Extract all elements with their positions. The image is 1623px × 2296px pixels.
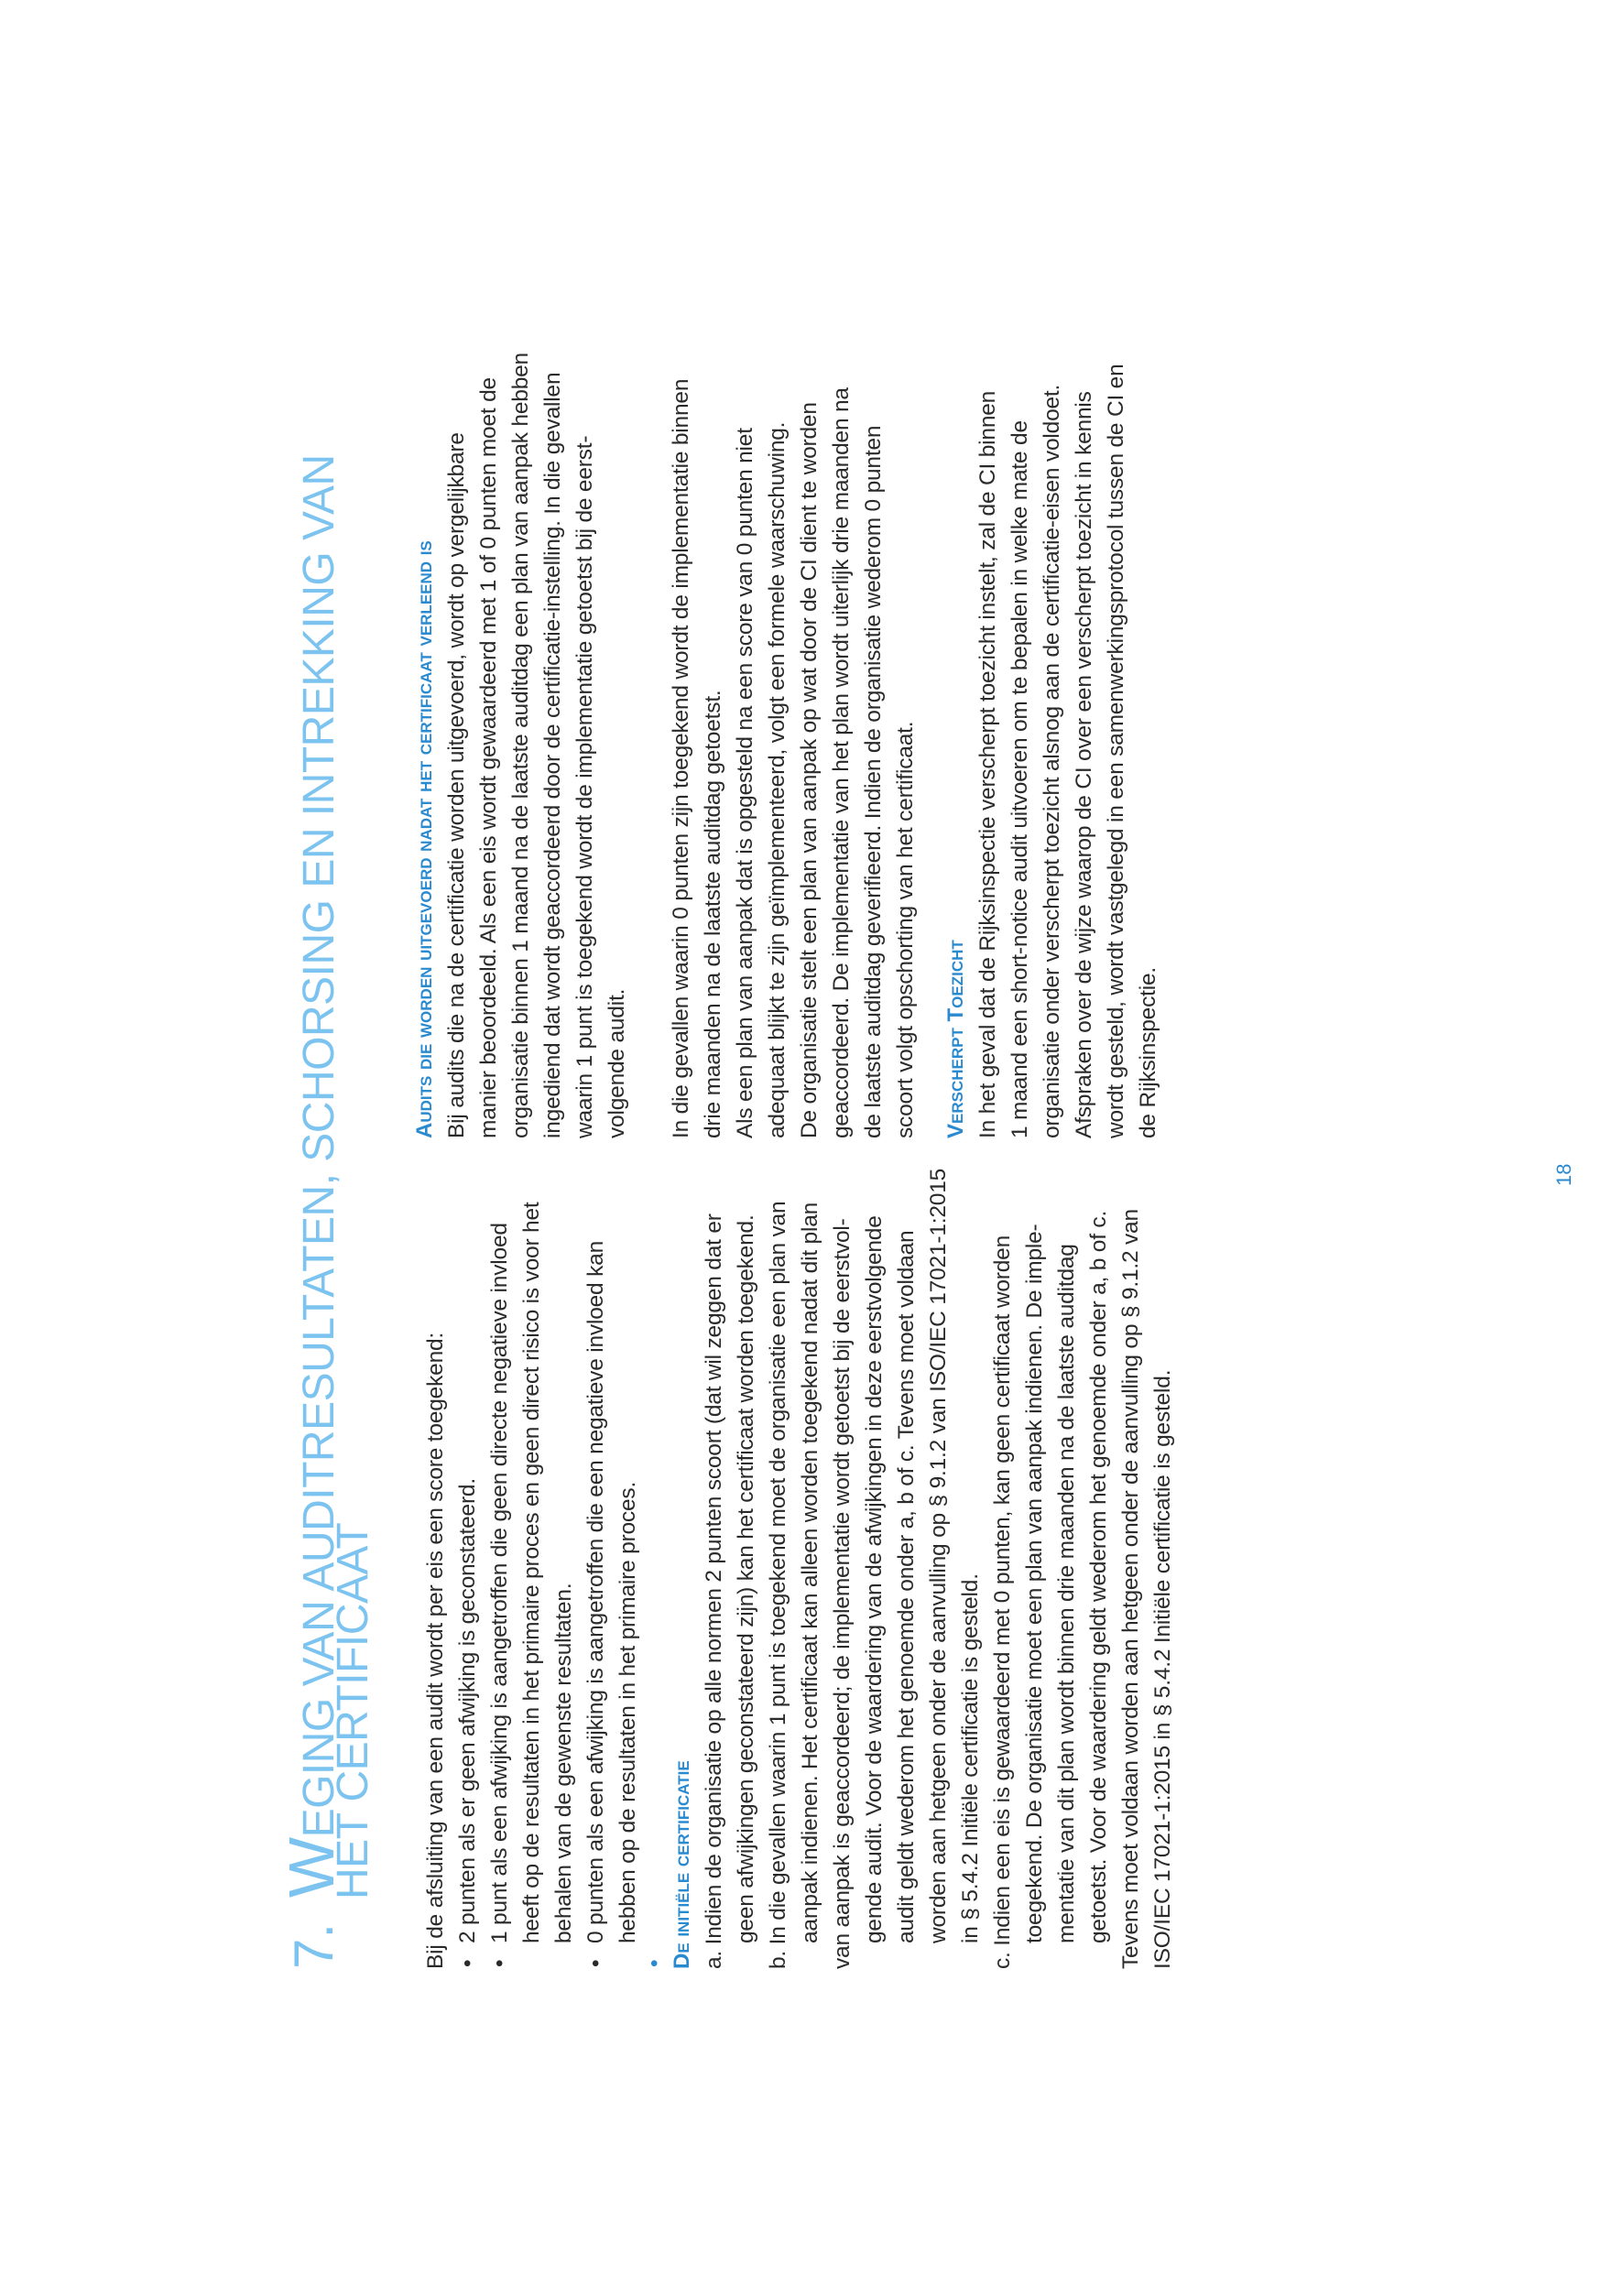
list-item-c-line: c. Indien een eis is gewaardeerd met 0 punten, kan geen certificaat worden <box>990 1235 1015 1969</box>
section-heading-audits-na-certificaat: Audits die worden uitgevoerd nadat het certificaat verleend is <box>412 540 437 1138</box>
left-column <box>419 1169 1179 1969</box>
paragraph-line: organisatie onder verscherpt toezicht alsnog aan de certificatie-eisen voldoet. <box>1040 384 1064 1138</box>
paragraph-line: de laatste auditdag geverifieerd. Indien de organisatie wederom 0 punten <box>861 425 886 1138</box>
intro-text: Bij de afsluiting van een audit wordt per eis een score toegekend: <box>423 1332 448 1969</box>
list-item-c-line: getoetst. Voor de waardering geldt wederom het genoemde onder a, b of c. <box>1086 1210 1111 1943</box>
paragraph-line: In die gevallen waarin 0 punten zijn toegekend wordt de implementatie binnen <box>669 378 693 1138</box>
bullet-icon: • <box>455 1959 480 1967</box>
list-item-a-line: geen afwijkingen geconstateerd zijn) kan het certificaat worden toegekend. <box>734 1214 758 1943</box>
list-item-b-line: in § 5.4.2 Initiële certificatie is gesteld. <box>958 1573 983 1943</box>
paragraph-line: de Rijksinspectie. <box>1136 966 1160 1138</box>
paragraph-line: ingediend dat wordt geaccordeerd door de certificatie-instelling. In die gevallen <box>540 372 565 1138</box>
bullet-item-line: behalen van de gewenste resultaten. <box>551 1583 576 1943</box>
list-item-c-line: mentatie van dit plan wordt binnen drie maanden na de laatste auditdag <box>1054 1244 1079 1943</box>
paragraph-line: Bij audits die na de certificatie worden uitgevoerd, wordt op vergelijkbare <box>444 432 469 1138</box>
paragraph-line: Afspraken over de wijze waarop de CI over een verscherpt toezicht in kennis <box>1072 391 1096 1138</box>
paragraph-line: manier beoordeeld. Als een eis wordt gewaardeerd met 1 of 0 punten moet de <box>476 377 501 1138</box>
list-item-c-line: toegekend. De organisatie moet een plan van aanpak indienen. De imple- <box>1022 1224 1047 1943</box>
page-number: 18 <box>1552 1163 1575 1186</box>
section-heading-verscherpt-toezicht: Verscherpt Toezicht <box>943 940 968 1138</box>
list-item-b-line: aanpak indienen. Het certificaat kan alleen worden toegekend nadat dit plan <box>798 1202 822 1943</box>
paragraph-line: wordt gesteld, wordt vastgelegd in een samenwerkingsprotocol tussen de CI en <box>1104 364 1128 1138</box>
paragraph-1 <box>441 353 633 1138</box>
list-item-b-line: gende audit. Voor de waardering van de afwijkingen in deze eerstvolgende <box>862 1215 887 1943</box>
paragraph-line: organisatie binnen 1 maand na de laatste auditdag een plan van aanpak hebben <box>508 353 533 1138</box>
paragraph-line: In het geval dat de Rijksinspectie verscherpt toezicht instelt, zal de CI binnen <box>975 390 1000 1138</box>
chapter-number: 7. <box>283 1922 344 1969</box>
list-item-a-line: a. Indien de organisatie op alle normen 2 punten scoort (dat wil zeggen dat er <box>702 1213 726 1969</box>
score-bullet-list <box>452 1169 644 1969</box>
section-heading-initiele-certificatie: De initiële certificatie <box>670 1760 694 1969</box>
paragraph-line: drie maanden na de laatste auditdag getoetst. <box>701 690 725 1138</box>
certification-item-list <box>698 1169 1179 1969</box>
right-column <box>408 353 1164 1138</box>
paragraph-3 <box>972 353 1164 1138</box>
bullet-item-line: • 2 punten als er geen afwijking is geconstateerd. <box>452 1169 484 1969</box>
list-item-b-line: van aanpak is geaccordeerd; de implementatie wordt getoetst bij de eerstvol- <box>830 1218 855 1969</box>
list-item-c-line: Tevens moet voldaan worden aan hetgeen onder de aanvulling op § 9.1.2 van <box>1118 1209 1143 1969</box>
paragraph-line: Als een plan van aanpak dat is opgesteld na een score van 0 punten niet <box>733 428 757 1138</box>
bullet-item-line: heeft op de resultaten in het primaire proces en geen direct risico is voor het <box>519 1202 544 1943</box>
paragraph-line: geaccordeerd. De implementatie van het plan wordt uiterlijk drie maanden na <box>829 387 854 1138</box>
title-initial: W <box>276 1837 347 1898</box>
paragraph-line: volgende audit. <box>605 988 629 1138</box>
paragraph-2 <box>665 353 921 1138</box>
list-item-b-line: audit geldt wederom het genoemde onder a, b of c. Tevens moet voldaan <box>894 1230 919 1943</box>
bullet-item-line: • 0 punten als een afwijking is aangetroffen die een negatieve invloed kan <box>580 1169 612 1969</box>
bullet-item-line: hebben op de resultaten in het primaire proces. <box>615 1481 640 1943</box>
list-item-c-line: ISO/IEC 17021-1:2015 in § 5.4.2 Initiële certificatie is gesteld. <box>1150 1369 1175 1969</box>
paragraph-line: scoort volgt opschorting van het certificaat. <box>893 721 918 1138</box>
list-item-b-line: b. In die gevallen waarin 1 punt is toegekend moet de organisatie een plan van <box>766 1201 790 1969</box>
bullet-icon: • <box>583 1959 608 1967</box>
paragraph-line: adequaat blijkt te zijn geïmplementeerd, volgt een formele waarschuwing. <box>765 421 790 1138</box>
paragraph-line: waarin 1 punt is toegekend wordt de implementatie getoetst bij de eerst- <box>572 435 597 1138</box>
empty-bullet: • <box>642 1959 667 1967</box>
title-line-2: HET CERTIFICAAT <box>329 1522 377 1899</box>
title-line-1-text: EGING VAN AUDITRESULTATEN, SCHORSING EN INTREKKING VAN <box>295 454 343 1838</box>
paragraph-line: 1 maand een short-notice audit uitvoeren om te bepalen in welke mate de <box>1008 420 1032 1138</box>
paragraph-line: De organisatie stelt een plan van aanpak op wat door de CI dient te worden <box>797 402 822 1138</box>
bullet-item-line: • 1 punt als een afwijking is aangetroffen die geen directe negatieve invloed <box>484 1169 516 1969</box>
bullet-icon: • <box>487 1959 512 1967</box>
list-item-b-line: worden aan hetgeen onder de aanvulling op § 9.1.2 van ISO/IEC 17021-1:2015 <box>926 1168 951 1943</box>
